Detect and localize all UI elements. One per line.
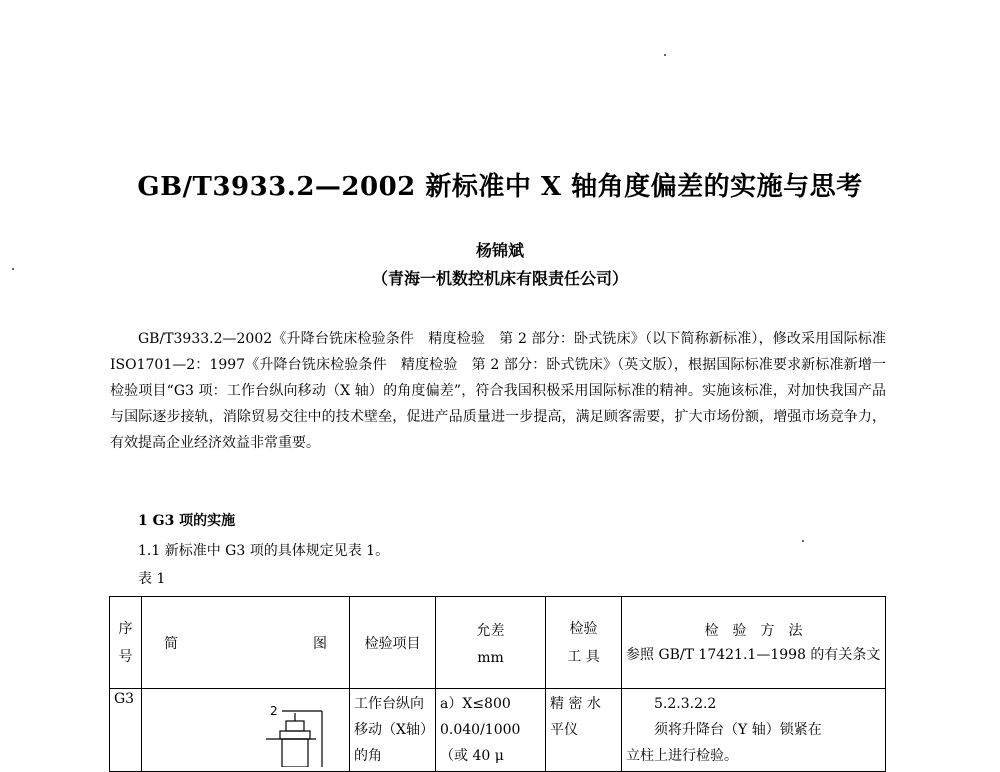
row-seq: G3 [110,689,142,772]
table-label: 表 1 [138,571,166,587]
header-method-ref: 参照 GB/T 17421.1—1998 的有关条文 [626,646,881,663]
row-method-clause: 5.2.3.2.2 [654,696,717,712]
header-tolerance [436,597,546,689]
section-heading: 1 G3 项的实施 [138,513,236,529]
row-tool: 精 密 水 平仪 [546,689,622,772]
spec-table [109,596,886,772]
diagram-marker-label: 2 [270,704,278,718]
header-method-title: 检 验 方 法 [704,622,803,639]
header-tolerance-label: 允差 [476,622,505,639]
header-method [622,597,886,689]
row-method-text: 须将升降台（Y 轴）锁紧在 立柱上进行检验。 [626,722,822,764]
header-diagram-left: 简 [164,635,178,652]
scan-speck [664,54,666,56]
scan-speck [802,540,804,542]
header-tolerance-unit: mm [477,649,504,666]
row-item: 工作台纵向移动（X轴）的角 [350,689,436,772]
row-method [622,689,886,772]
paper-title: GB/T3933.2—2002 新标准中 X 轴角度偏差的实施与思考 [137,172,863,202]
row-tolerance: a）X≤800 0.040/1000 （或 40 μ [436,689,546,772]
header-item: 检验项目 [350,597,436,689]
table-row [110,689,886,772]
scan-speck [12,268,14,270]
author-name: 杨锦斌 [475,241,524,260]
subsection-text: 1.1 新标准中 G3 项的具体规定见表 1。 [138,543,390,559]
header-diagram [142,597,350,689]
header-seq: 序 号 [110,597,142,689]
machine-diagram-icon [146,691,346,767]
header-tool: 检验 工 具 [546,597,622,689]
row-diagram [142,689,350,772]
author-affiliation: （青海一机数控机床有限责任公司） [371,269,628,288]
header-diagram-right: 图 [313,635,327,652]
intro-paragraph: GB/T3933.2—2002《升降台铣床检验条件 精度检验 第 2 部分：卧式铣床》（以下简称新标准），修改采用国际标准 ISO1701—2：1997《升降台铣床检验条件 精度检验 第 2 部分：卧式铣床》（英文版），根据国际标准要求新标准新增一检验项目“G3 项：工作台纵向移动（X 轴）的角度偏差”，符合我国积极采用国际标准的精神。实施该标准，对加快我国产品与国际逐步接轨，消除贸易交往中的技术壁垒，促进产品质量进一步提高，满足顾客需要，扩大市场份额，增强市场竞争力，有效提高企业经济效益非常重要。 [110,331,886,451]
table-header-row [110,597,886,689]
